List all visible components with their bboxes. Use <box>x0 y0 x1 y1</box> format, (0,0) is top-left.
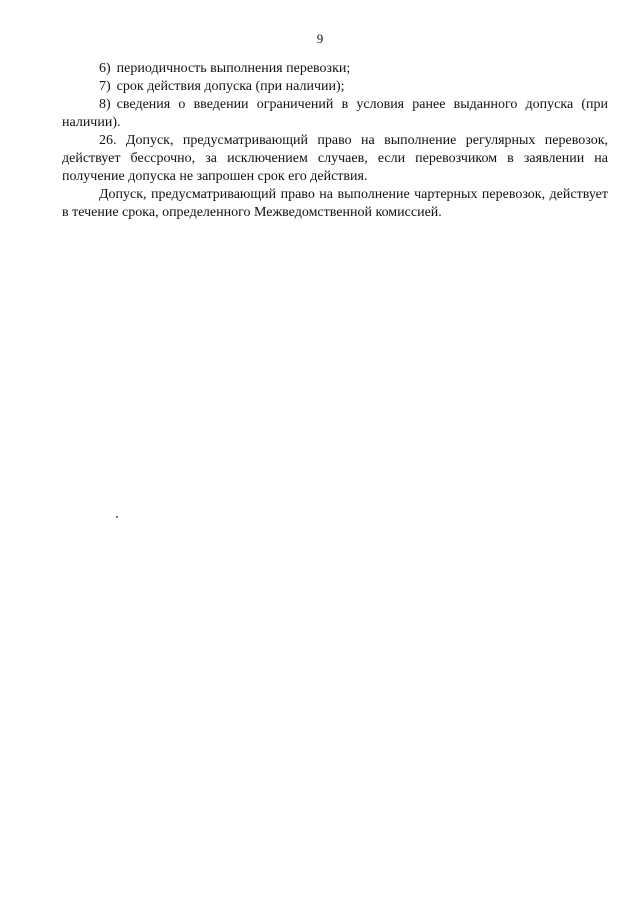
page-number: 9 <box>316 31 324 46</box>
list-item-text: периодичность выполнения перевозки; <box>116 61 351 76</box>
list-item-number: 7) <box>99 79 111 94</box>
paragraph-26: 26. Допуск, предусматривающий право на выполнение регулярных перевозок, действует бессрочно, за исключением случаев, если перевозчиком в заявлении на получение допуска не запрошен срок его действия. <box>62 133 608 184</box>
scan-artifact <box>116 516 118 518</box>
list-item-7 <box>62 78 608 96</box>
list-item-number: 6) <box>99 61 111 76</box>
list-item-6 <box>62 60 608 78</box>
list-item-text: сведения о введении ограничений в условия ранее выданного допуска (при наличии). <box>62 97 608 130</box>
document-body <box>62 60 608 222</box>
list-item-8 <box>62 96 608 132</box>
paragraph-charter: Допуск, предусматривающий право на выполнение чартерных перевозок, действует в течение срока, определенного Межведомственной комиссией. <box>62 187 608 220</box>
list-item-text: срок действия допуска (при наличии); <box>116 79 345 94</box>
list-item-number: 8) <box>99 97 111 112</box>
